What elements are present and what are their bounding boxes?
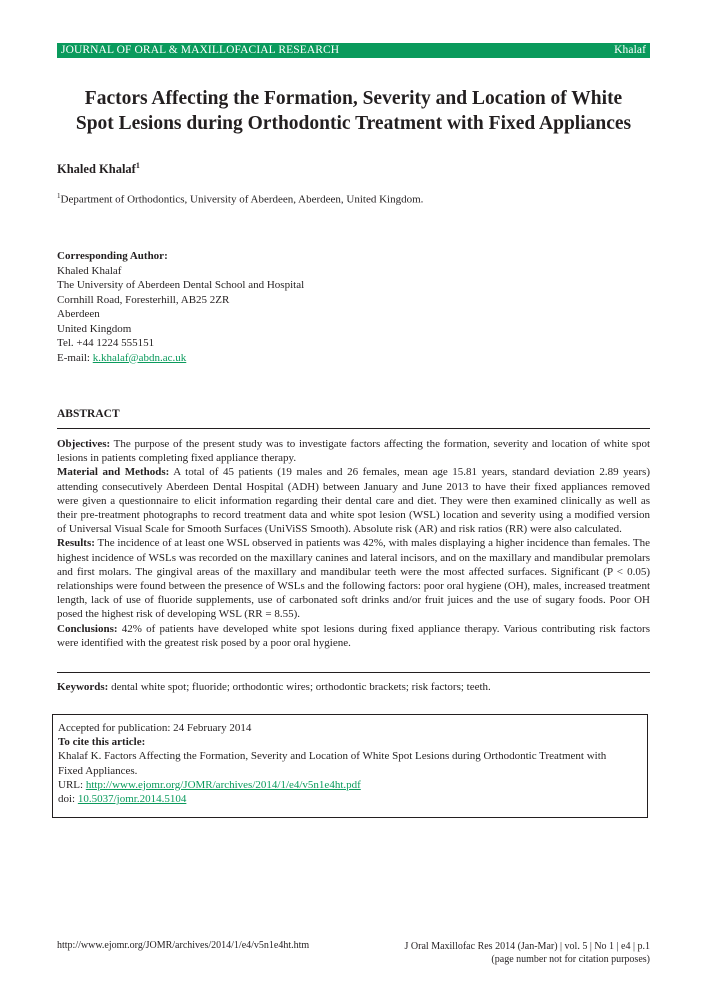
abstract-methods xyxy=(57,465,650,536)
cite-line-1: Khalaf K. Factors Affecting the Formation, Severity and Location of White Spot Lesions during Orthodontic Treatment with xyxy=(58,750,607,763)
affiliation xyxy=(57,192,423,206)
abstract-objectives xyxy=(57,437,650,465)
journal-header-bar xyxy=(57,43,650,58)
author-name-text: Khaled Khalaf xyxy=(57,162,136,177)
corr-line: Cornhill Road, Foresterhill, AB25 2ZR xyxy=(57,293,230,306)
abstract-body xyxy=(57,437,650,650)
corr-line: Khaled Khalaf xyxy=(57,264,122,277)
corresponding-author-block xyxy=(57,249,304,365)
cite-line-2: Fixed Appliances. xyxy=(58,764,138,777)
author-sup: 1 xyxy=(135,161,140,170)
author-name xyxy=(57,161,140,177)
objectives-text: The purpose of the present study was to investigate factors affecting the formation, severity and location of white spot lesions in patients completing fixed appliance therapy. xyxy=(57,438,650,465)
affiliation-text: Department of Orthodontics, University of Aberdeen, Aberdeen, United Kingdom. xyxy=(60,193,424,206)
results-label: Results: xyxy=(57,537,95,550)
methods-text: A total of 45 patients (19 males and 26 females, mean age 15.81 years, standard deviation 2.89 years) attending consecutively Aberdeen Dental Hospital (ADH) between January and June 2013 to have their fixed appliances removed were given a questionnaire to elicit information regarding their dental care and diet. They were then examined clinically as well as their pre-treatment photographs to record treatment data and white spot lesion (WSL) location and severity using a modified version of Universal Visual Scale for Smooth Surfaces (UniViSS Smooth). Absolute risk (AR) and risk ratios (RR) were also calculated. xyxy=(57,466,651,536)
title-line-2: Spot Lesions during Orthodontic Treatment with Fixed Appliances xyxy=(75,113,632,134)
footer-citation-line-1: J Oral Maxillofac Res 2014 (Jan-Mar) | vol. 5 | No 1 | e4 | p.1 xyxy=(404,941,650,952)
journal-name: JOURNAL OF ORAL & MAXILLOFACIAL RESEARCH xyxy=(61,44,340,56)
keywords-text: dental white spot; fluoride; orthodontic wires; orthodontic brackets; risk factors; teeth. xyxy=(108,681,491,693)
abstract-conclusions xyxy=(57,622,650,650)
keywords xyxy=(57,681,650,693)
url-label: URL: xyxy=(58,778,86,791)
email-link[interactable]: k.khalaf@abdn.ac.uk xyxy=(92,351,187,364)
corr-line: The University of Aberdeen Dental School and Hospital xyxy=(57,279,305,291)
running-author: Khalaf xyxy=(614,44,646,56)
abstract-top-rule xyxy=(57,428,650,429)
keywords-label: Keywords: xyxy=(57,681,109,693)
methods-label: Material and Methods: xyxy=(57,466,170,479)
email-label: E-mail: xyxy=(57,351,93,364)
doi-label: doi: xyxy=(58,793,78,806)
abstract-bottom-rule xyxy=(57,672,650,673)
title-line-1: Factors Affecting the Formation, Severity and Location of White xyxy=(84,88,623,109)
corr-email-row xyxy=(57,351,304,366)
corr-line: Tel. +44 1224 555151 xyxy=(57,337,155,349)
citation-box xyxy=(52,714,648,818)
abstract-heading: ABSTRACT xyxy=(57,408,120,420)
affiliation-sup: 1 xyxy=(57,192,61,200)
footer-citation-line-2: (page number not for citation purposes) xyxy=(491,954,650,965)
corr-line: United Kingdom xyxy=(57,322,132,335)
cite-heading: To cite this article: xyxy=(58,736,146,749)
conclusions-label: Conclusions: xyxy=(57,622,118,635)
footer-url: http://www.ejomr.org/JOMR/archives/2014/1/e4/v5n1e4ht.htm xyxy=(57,940,310,951)
article-title xyxy=(57,86,650,136)
abstract-results xyxy=(57,536,650,621)
footer-citation xyxy=(405,940,650,966)
corresponding-heading: Corresponding Author: xyxy=(57,250,168,262)
conclusions-text: 42% of patients have developed white spot lesions during fixed appliance therapy. Various contributing risk factors were identified with the greatest risk posed by a poor oral hygiene. xyxy=(57,622,650,649)
doi-link[interactable]: 10.5037/jomr.2014.5104 xyxy=(77,793,187,806)
corr-line: Aberdeen xyxy=(57,308,100,320)
accepted-date: Accepted for publication: 24 February 2014 xyxy=(58,722,252,734)
cite-doi-row xyxy=(58,792,647,806)
objectives-label: Objectives: xyxy=(57,438,111,450)
cite-url-row xyxy=(58,778,647,792)
article-url-link[interactable]: http://www.ejomr.org/JOMR/archives/2014/1/e4/v5n1e4ht.pdf xyxy=(85,778,361,791)
results-text: The incidence of at least one WSL observed in patients was 42%, with males displaying a higher incidence than females. The highest incidence of WSLs was recorded on the maxillary canines and lateral incisors, and on the maxillary and mandibular premolars and first molars. The gingival areas of the maxillary and mandibular teeth were the most affected surfaces. Significant (P < 0.05) relationships were found between the presence of WSLs and the following factors: poor oral hygiene (OH), males, increased treatment length, lack of use of fluoride supplements, use of carbonated soft drinks and/or fruit juices and the use of sugary foods. Poor OH posed the highest risk of developing WSL (RR = 8.55). xyxy=(57,537,650,621)
